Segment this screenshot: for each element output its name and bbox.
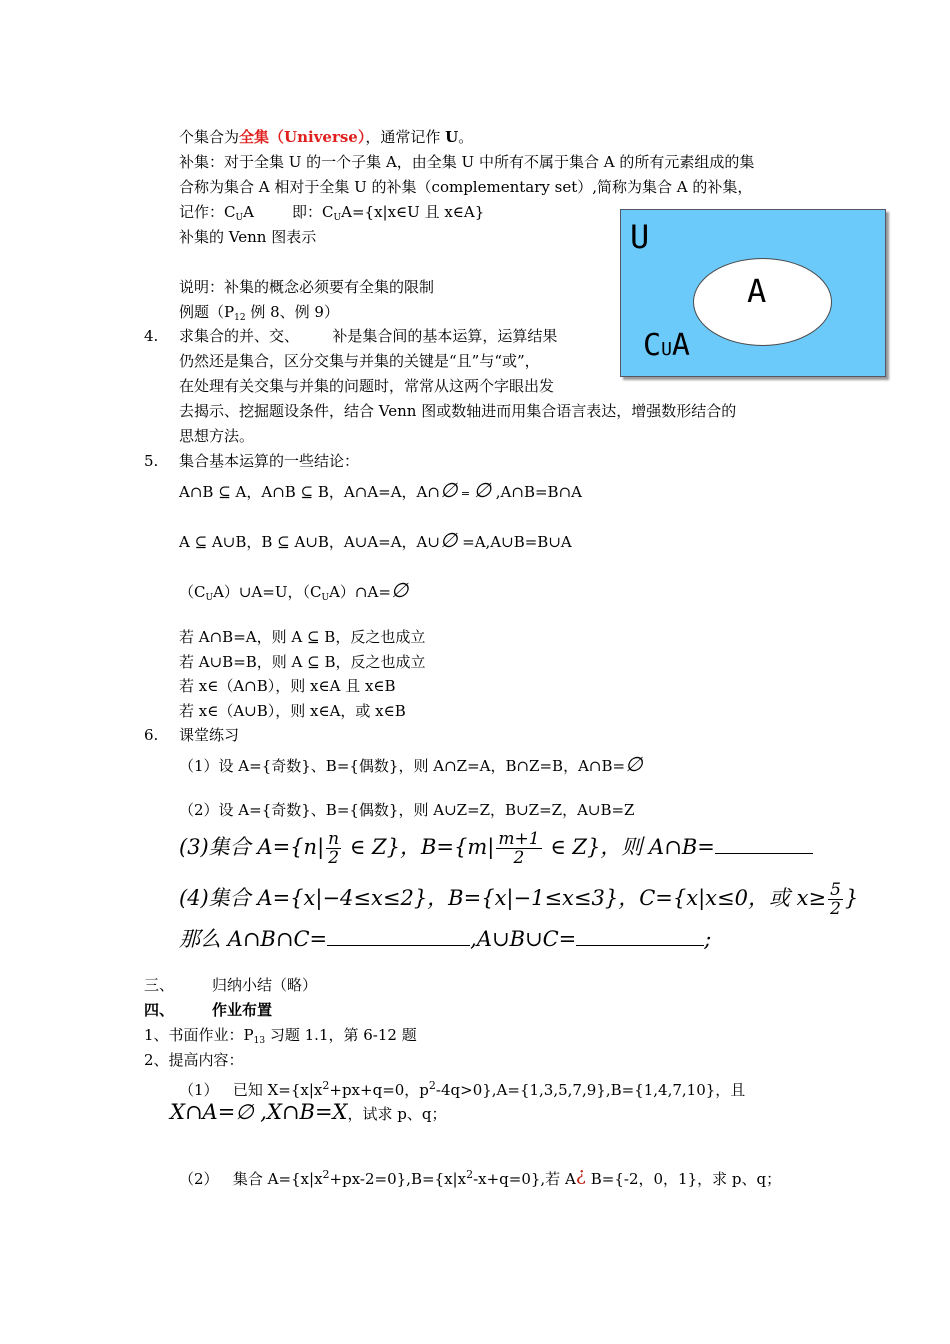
math-text: ∈ Z}，则 A∩B= <box>543 835 715 859</box>
math-text: X∩A= <box>170 1100 236 1124</box>
text: =A,A∪B=B∪A <box>457 533 572 551</box>
math-text: (4)集合 A={x|−4≤x≤2}，B={x|−1≤x≤3}，C={x|x≤0，或 x≥ <box>179 886 827 910</box>
empty-set-symbol: ∅ <box>439 528 458 552</box>
text: A 即：C <box>243 203 334 221</box>
text: -x+q=0},若 A <box>473 1170 576 1188</box>
item5-number: 5. <box>144 452 159 470</box>
homework-1 <box>144 1025 417 1051</box>
text: （1）设 A={奇数}、B={偶数}，则 A∩Z=A，B∩Z=B，A∩B= <box>179 757 626 775</box>
unknown-glyph: ¿ <box>575 1163 586 1185</box>
item5-title: 集合基本运算的一些结论： <box>179 452 360 470</box>
superscript: 2 <box>322 1079 330 1092</box>
math-text: } <box>844 886 859 910</box>
denominator: 2 <box>328 848 340 868</box>
practice-5 <box>179 925 711 953</box>
practice-1 <box>179 754 643 776</box>
empty-set-symbol: ∅ <box>625 752 643 776</box>
extra-question-2 <box>179 1164 781 1189</box>
item5-rule-7: 若 x∈（A∪B），则 x∈A，或 x∈B <box>179 702 406 720</box>
text: 记作：C <box>179 203 236 221</box>
intro-line-7 <box>179 302 339 328</box>
answer-blank[interactable] <box>576 944 704 946</box>
subscript: U <box>321 593 330 603</box>
subscript: U <box>205 593 214 603</box>
subscript: 13 <box>253 1036 266 1046</box>
math-text: ,A∪B∪C= <box>470 927 577 951</box>
subscript: U <box>235 213 244 223</box>
text: ,A∩B=B∩A <box>491 483 582 501</box>
venn-set-label: A <box>747 272 767 310</box>
item4-line-3: 在处理有关交集与并集的问题时，常常从这两个字眼出发 <box>179 377 555 395</box>
numerator: 5 <box>830 880 841 900</box>
text: C <box>643 328 662 363</box>
intro-line-1 <box>179 127 473 147</box>
numerator: n <box>328 829 340 849</box>
text: A）∪A=U，（C <box>213 583 322 601</box>
math-text: ,X∩B=X <box>253 1100 348 1124</box>
venn-universe-label: U <box>630 218 650 256</box>
text: 例题（P <box>179 303 235 321</box>
fraction <box>828 881 843 918</box>
text: A={x|x∈U 且 x∈A} <box>341 203 485 221</box>
intro-line-3: 合称为集合 A 相对于全集 U 的补集（complementary set）,简称为集合 A 的补集， <box>179 178 753 196</box>
section-4-number: 四、 <box>144 1001 175 1019</box>
text: A <box>671 328 690 363</box>
text: 例 8、例 9） <box>245 303 339 321</box>
intro-line-6: 说明：补集的概念必须要有全集的限制 <box>179 278 435 296</box>
text: A∩B ⊆ A，A∩B ⊆ B，A∩A=A，A∩ <box>179 483 440 501</box>
fraction <box>496 830 541 867</box>
subscript: U <box>333 213 342 223</box>
item5-rule-6: 若 x∈（A∩B），则 x∈A 且 x∈B <box>179 677 396 695</box>
item4-line-1: 求集合的并、交、 补是集合间的基本运算，运算结果 <box>179 327 558 345</box>
item4-number: 4. <box>144 327 159 345</box>
math-text: ∈ Z}，B={m| <box>343 835 495 859</box>
text: 习题 1.1，第 6-12 题 <box>265 1026 417 1044</box>
extra-question-1-condition <box>170 1098 446 1128</box>
intro-line-2: 补集：对于全集 U 的一个子集 A，由全集 U 中所有不属于集合 A 的所有元素组成的集 <box>179 153 755 171</box>
text: （1） 已知 X={x|x <box>179 1081 323 1099</box>
item5-rule-4: 若 A∩B=A，则 A ⊆ B，反之也成立 <box>179 628 426 646</box>
text: -4q>0},A={1,3,5,7,9},B={1,4,7,10}，且 <box>435 1081 746 1099</box>
fraction <box>326 830 341 867</box>
item6-number: 6. <box>144 726 159 744</box>
text: +px-2=0},B={x|x <box>329 1170 467 1188</box>
section-3-number: 三、 <box>144 976 175 994</box>
answer-blank[interactable] <box>327 944 470 946</box>
text: （C <box>179 583 206 601</box>
subscript: U <box>661 339 672 360</box>
text: 1、书面作业：P <box>144 1026 254 1044</box>
empty-set-symbol: ∅ <box>439 478 458 502</box>
item6-title: 课堂练习 <box>179 726 240 744</box>
term-universe: 全集（Universe） <box>239 128 366 146</box>
subscript: 12 <box>234 313 246 323</box>
practice-2: （2）设 A={奇数}、B={偶数}，则 A∪Z=Z，B∪Z=Z，A∪B=Z <box>179 801 635 819</box>
empty-set-symbol: ∅ <box>390 578 409 602</box>
item5-rule-2 <box>179 530 572 552</box>
math-text: 那么 A∩B∩C= <box>179 927 328 951</box>
text: 。 <box>458 128 474 146</box>
section-4-title: 作业布置 <box>212 1001 273 1019</box>
text: B={-2，0，1}，求 p、q； <box>585 1170 782 1188</box>
venn-complement-label <box>643 328 690 363</box>
math-text: (3)集合 A={n| <box>179 835 325 859</box>
text: （2） 集合 A={x|x <box>179 1170 323 1188</box>
text: ，通常记作 <box>365 128 441 146</box>
item4-line-5: 思想方法。 <box>179 427 255 445</box>
item5-rule-3 <box>179 580 408 608</box>
math-text: ; <box>704 927 712 951</box>
item4-line-4: 去揭示、挖掘题设条件，结合 Venn 图或数轴进而用集合语言表达，增强数形结合的 <box>179 402 737 420</box>
extra-question-1 <box>179 1076 745 1100</box>
text: A ⊆ A∪B，B ⊆ A∪B，A∪A=A，A∪ <box>179 533 440 551</box>
item5-rule-5: 若 A∪B=B，则 A ⊆ B，反之也成立 <box>179 653 426 671</box>
denominator: 2 <box>513 848 525 868</box>
numerator: m+1 <box>498 829 540 849</box>
section-3-title: 归纳小结（略） <box>212 976 318 994</box>
empty-set-symbol: ∅ <box>473 478 492 502</box>
empty-set-symbol: ∅ <box>235 1100 254 1124</box>
intro-line-5: 补集的 Venn 图表示 <box>179 228 317 246</box>
text: ，试求 p、q； <box>347 1105 447 1123</box>
text: = <box>457 487 474 500</box>
item4-line-2: 仍然还是集合，区分交集与并集的关键是“且”与“或”， <box>179 352 540 370</box>
venn-diagram <box>620 209 886 377</box>
superscript: 2 <box>466 1168 474 1181</box>
text: +px+q=0，p <box>329 1081 429 1099</box>
practice-4 <box>179 880 858 918</box>
answer-blank[interactable] <box>715 852 813 854</box>
text: 个集合为 <box>179 128 240 146</box>
item5-rule-1 <box>179 480 582 504</box>
intro-line-4 <box>179 202 484 228</box>
superscript: 2 <box>428 1079 436 1092</box>
practice-3 <box>179 830 813 867</box>
superscript: 2 <box>322 1168 330 1181</box>
text: A）∩A= <box>329 583 391 601</box>
homework-2: 2、提高内容： <box>144 1051 244 1069</box>
denominator: 2 <box>830 899 841 919</box>
symbol-u: U <box>445 128 459 146</box>
